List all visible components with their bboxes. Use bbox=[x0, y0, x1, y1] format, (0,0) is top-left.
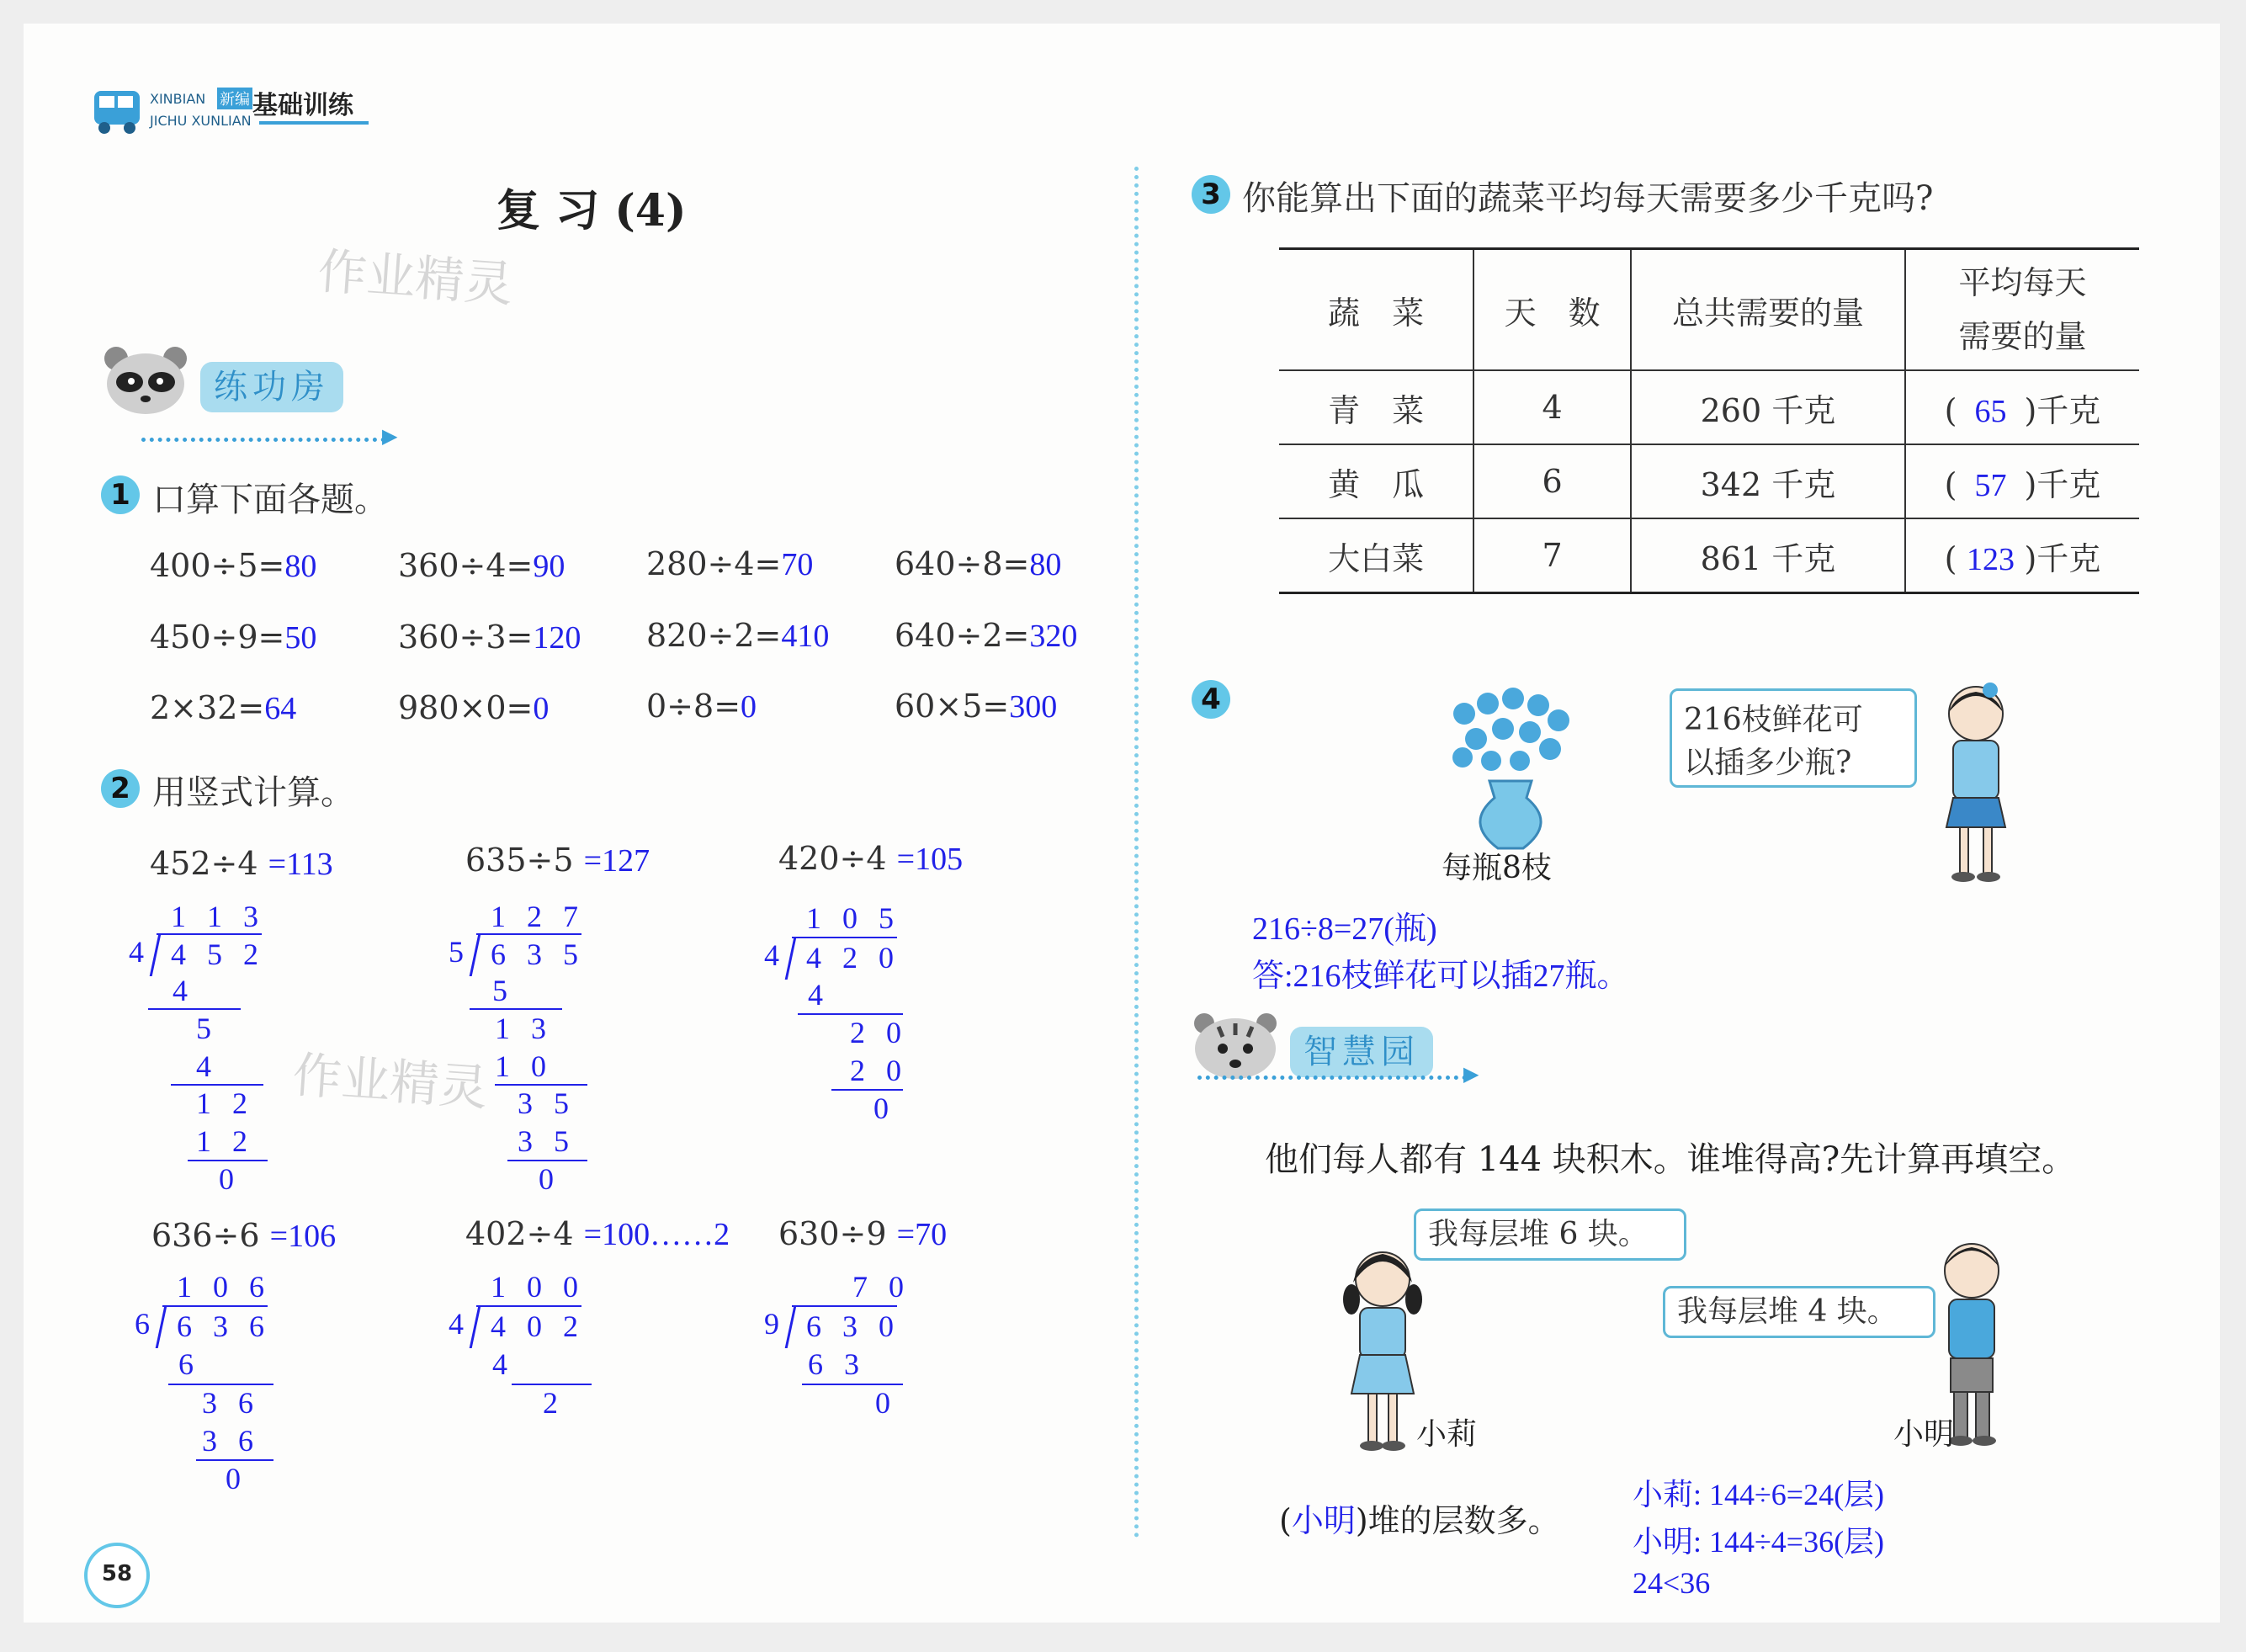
logo-underline bbox=[259, 121, 369, 125]
section-label-practice bbox=[99, 343, 419, 448]
table-cell: ( 57 )千克 bbox=[1905, 444, 2139, 518]
table-cell: 4 bbox=[1473, 370, 1631, 444]
section-label-wisdom bbox=[1189, 1008, 1509, 1092]
division-bar bbox=[470, 934, 481, 976]
step-rule bbox=[470, 1008, 562, 1010]
logo-title: 基础训练 bbox=[252, 91, 353, 120]
oral-item: 640÷2=320 bbox=[895, 617, 1078, 654]
dividend: 6 3 5 bbox=[491, 938, 585, 971]
division-bar bbox=[156, 1306, 167, 1348]
division-expr: 452÷4 =113 bbox=[150, 845, 333, 882]
step: 5 bbox=[492, 974, 514, 1007]
table-row bbox=[1279, 444, 2139, 518]
oral-item: 450÷9=50 bbox=[150, 619, 317, 656]
oral-item: 60×5=300 bbox=[895, 688, 1058, 725]
division-bar bbox=[785, 938, 797, 980]
step: 5 bbox=[196, 1012, 218, 1045]
table-cell: 6 bbox=[1473, 444, 1631, 518]
center-divider bbox=[1134, 167, 1139, 1538]
division-bar bbox=[476, 933, 581, 935]
watermark: 作业精灵 bbox=[290, 1045, 490, 1117]
division-expr: 636÷6 =106 bbox=[151, 1217, 337, 1254]
quotient: 1 0 0 bbox=[491, 1270, 585, 1304]
section-label-text: 练功房 bbox=[200, 362, 343, 412]
division-bar bbox=[150, 934, 162, 976]
page-number: 58 bbox=[84, 1543, 150, 1608]
division-bar bbox=[476, 1305, 581, 1307]
division-bar bbox=[162, 1305, 268, 1307]
table-header-row bbox=[1279, 249, 2139, 371]
table-header: 蔬 菜 bbox=[1279, 249, 1473, 371]
q4-answer: 答:216枝鲜花可以插27瓶。 bbox=[1252, 959, 1629, 994]
oral-item: 360÷3=120 bbox=[398, 619, 581, 656]
question-title: 用竖式计算。 bbox=[152, 773, 354, 812]
step: 4 bbox=[492, 1347, 514, 1381]
table-cell: 大白菜 bbox=[1279, 518, 1473, 593]
step: 0 bbox=[539, 1162, 560, 1196]
q5-work-2: 小明: 144÷4=36(层) bbox=[1633, 1525, 1885, 1559]
step: 2 0 bbox=[850, 1016, 908, 1049]
table-cell: 260 千克 bbox=[1631, 370, 1905, 444]
division-bar bbox=[157, 933, 262, 935]
step: 1 2 bbox=[196, 1124, 254, 1158]
logo-pinyin-1: XINBIAN bbox=[150, 91, 206, 107]
division-bar bbox=[792, 937, 897, 938]
step: 0 bbox=[875, 1386, 897, 1420]
division-expr: 630÷9 =70 bbox=[778, 1215, 948, 1252]
question-title: 口算下面各题。 bbox=[152, 481, 388, 519]
arrow-icon: ▶ bbox=[1463, 1062, 1479, 1086]
table-row bbox=[1279, 370, 2139, 444]
step: 1 3 bbox=[495, 1012, 553, 1045]
q5-work-3: 24<36 bbox=[1633, 1566, 1711, 1600]
step: 3 6 bbox=[202, 1424, 260, 1458]
step: 3 5 bbox=[518, 1086, 576, 1120]
vegetable-table bbox=[1279, 247, 2139, 594]
q5-work-1: 小莉: 144÷6=24(层) bbox=[1633, 1478, 1885, 1511]
dividend: 4 5 2 bbox=[171, 938, 265, 971]
question-title: 你能算出下面的蔬菜平均每天需要多少千克吗? bbox=[1242, 179, 1934, 218]
step: 3 6 bbox=[202, 1386, 260, 1420]
table-cell: 342 千克 bbox=[1631, 444, 1905, 518]
division-bar bbox=[785, 1306, 797, 1348]
question-number: 1 bbox=[101, 475, 140, 514]
dividend: 6 3 0 bbox=[806, 1309, 900, 1343]
fill-blank-sentence: (小明)堆的层数多。 bbox=[1279, 1502, 1560, 1539]
step: 4 bbox=[173, 974, 194, 1007]
arrow-icon: ▶ bbox=[382, 424, 398, 448]
quotient: 1 0 5 bbox=[806, 901, 900, 935]
question-prompt: 他们每人都有 144 块积木。谁堆得高?先计算再填空。 bbox=[1265, 1140, 2076, 1179]
step: 0 bbox=[226, 1462, 247, 1495]
table-cell: 黄 瓜 bbox=[1279, 444, 1473, 518]
division-bar bbox=[470, 1306, 481, 1348]
quotient: 1 0 6 bbox=[177, 1270, 271, 1304]
oral-item: 0÷8=0 bbox=[646, 688, 757, 725]
divisor: 4 bbox=[449, 1307, 470, 1341]
division-expr: 402÷4 =100……2 bbox=[465, 1215, 730, 1252]
table-header: 总共需要的量 bbox=[1631, 249, 1905, 371]
logo-badge: 新编 bbox=[217, 88, 252, 109]
vase-icon bbox=[1439, 680, 1582, 857]
raccoon-icon bbox=[99, 343, 192, 419]
divisor: 4 bbox=[764, 938, 786, 972]
step-rule bbox=[148, 1008, 241, 1010]
table-cell: ( 65 )千克 bbox=[1905, 370, 2139, 444]
divisor: 5 bbox=[449, 935, 470, 969]
quotient: 1 2 7 bbox=[491, 900, 585, 933]
girl-name: 小莉 bbox=[1416, 1417, 1478, 1452]
table-row bbox=[1279, 518, 2139, 593]
question-number: 2 bbox=[101, 769, 140, 808]
vase-caption: 每瓶8枝 bbox=[1442, 851, 1552, 885]
question-number: 4 bbox=[1192, 680, 1230, 719]
boy-name: 小明 bbox=[1893, 1417, 1955, 1452]
table-cell: 青 菜 bbox=[1279, 370, 1473, 444]
girl-illustration bbox=[1913, 680, 2039, 890]
section-label-text: 智慧园 bbox=[1290, 1027, 1433, 1077]
step: 0 bbox=[219, 1162, 241, 1196]
step: 3 5 bbox=[518, 1124, 576, 1158]
oral-item: 980×0=0 bbox=[398, 689, 550, 726]
step: 1 2 bbox=[196, 1086, 254, 1120]
step: 6 bbox=[178, 1347, 200, 1381]
step: 0 bbox=[873, 1092, 895, 1125]
step: 1 0 bbox=[495, 1049, 553, 1083]
q4-work: 216÷8=27(瓶) bbox=[1252, 911, 1437, 947]
table-header: 平均每天 需要的量 bbox=[1905, 249, 2139, 371]
table-cell: 7 bbox=[1473, 518, 1631, 593]
oral-item: 640÷8=80 bbox=[895, 545, 1062, 582]
quotient: 1 1 3 bbox=[171, 900, 265, 933]
speech-bubble: 216枝鲜花可 以插多少瓶? bbox=[1670, 688, 1917, 788]
oral-item: 400÷5=80 bbox=[150, 547, 317, 584]
oral-item: 360÷4=90 bbox=[398, 547, 565, 584]
logo bbox=[91, 84, 411, 143]
division-expr: 420÷4 =105 bbox=[778, 840, 964, 877]
watermark: 作业精灵 bbox=[316, 242, 515, 313]
logo-pinyin-2: JICHU XUNLIAN bbox=[150, 113, 252, 129]
table-cell: 861 千克 bbox=[1631, 518, 1905, 593]
bus-icon bbox=[91, 86, 145, 138]
page-title: 复 习 (4) bbox=[496, 185, 687, 236]
table-header: 天 数 bbox=[1473, 249, 1631, 371]
speech-bubble: 我每层堆 6 块。 bbox=[1414, 1208, 1686, 1261]
step: 4 bbox=[196, 1049, 218, 1083]
divisor: 4 bbox=[129, 935, 151, 969]
divisor: 6 bbox=[135, 1307, 157, 1341]
question-number: 3 bbox=[1192, 175, 1230, 214]
division-expr: 635÷5 =127 bbox=[465, 842, 650, 879]
oral-item: 280÷4=70 bbox=[646, 545, 814, 582]
workbook-page bbox=[24, 24, 2220, 1623]
division-bar bbox=[792, 1305, 897, 1307]
speech-bubble: 我每层堆 4 块。 bbox=[1663, 1286, 1935, 1338]
dividend: 4 0 2 bbox=[491, 1309, 585, 1343]
tiger-icon bbox=[1189, 1008, 1282, 1084]
step: 2 0 bbox=[850, 1054, 908, 1087]
table-cell: ( 123 )千克 bbox=[1905, 518, 2139, 593]
dividend: 4 2 0 bbox=[806, 941, 900, 975]
dotted-rule bbox=[1197, 1076, 1467, 1080]
step: 2 bbox=[543, 1386, 565, 1420]
step: 4 bbox=[808, 978, 830, 1012]
divisor: 9 bbox=[764, 1307, 786, 1341]
quotient: 7 0 bbox=[852, 1270, 911, 1304]
dotted-rule bbox=[141, 438, 385, 442]
oral-item: 2×32=64 bbox=[150, 689, 297, 726]
dividend: 6 3 6 bbox=[177, 1309, 271, 1343]
step: 6 3 bbox=[808, 1347, 866, 1381]
oral-item: 820÷2=410 bbox=[646, 617, 830, 654]
